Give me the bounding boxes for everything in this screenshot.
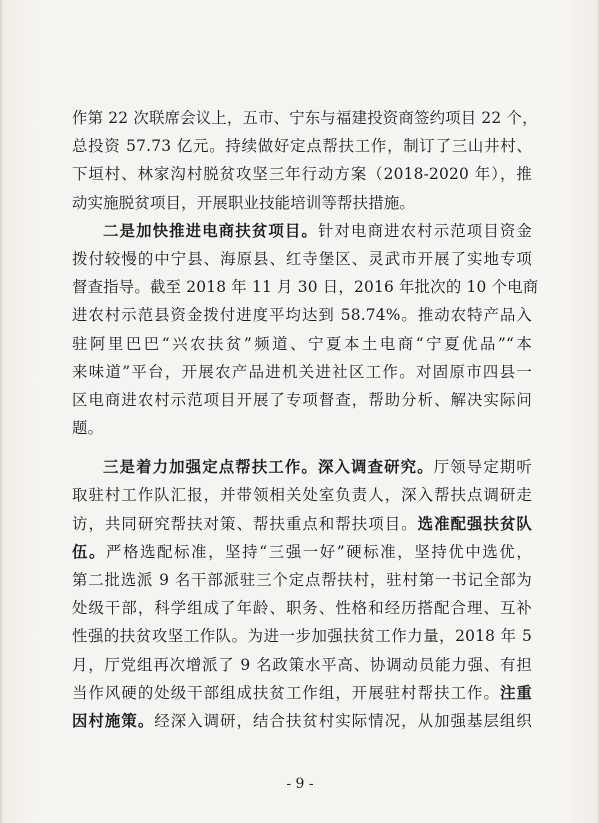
subheading: 伍。: [72, 542, 107, 561]
text-line: 月，厅党组再次增派了 9 名政策水平高、协调动员能力强、有担: [72, 655, 532, 674]
text-line: 下垣村、林家沟村脱贫攻坚三年行动方案（2018-2020 年），推: [72, 165, 532, 184]
text-line: 督查指导。截至 2018 年 11 月 30 日，2016 年批次的 10 个电商: [72, 278, 539, 297]
subheading: 因村施策。: [72, 711, 155, 730]
text-line: [72, 217, 532, 245]
text-line: 区电商进农村示范项目开展了专项督查，帮助分析、解决实际问: [72, 390, 532, 409]
text-line: 总投资 57.73 亿元。持续做好定点帮扶工作，制订了三山井村、: [72, 137, 532, 156]
text-line: 进农村示范县资金拨付进度平均达到 58.74%。推动农特产品入: [72, 306, 532, 325]
text-line: 取驻村工作队汇报，并带领相关处室负责人，深入帮扶点调研走: [72, 486, 532, 505]
text-span: 严格选配标准，坚持“三强一好”硬标准，坚持优中选优，: [106, 542, 533, 561]
text-line: 动实施脱贫项目，开展职业技能培训等帮扶措施。: [72, 193, 415, 212]
text-line: [72, 679, 532, 707]
paragraph-heading: 三是着力加强定点帮扶工作。深入调查研究。: [103, 458, 434, 477]
paragraph-heading: 二是加快推进电商扶贫项目。: [103, 221, 318, 240]
page-number: - 9 -: [286, 776, 314, 792]
text-line: 作第 22 次联席会议上，五市、宁东与福建投资商签约项目 22 个，: [72, 109, 538, 127]
body-text: [72, 104, 539, 735]
subheading: 注重: [499, 683, 533, 702]
text-span: 经深入调研，结合扶贫村实际情况，从加强基层组织: [154, 711, 532, 730]
text-span: 当作风硬的处级干部组成扶贫工作组，开展驻村帮扶工作。: [72, 683, 500, 702]
text-line: [72, 707, 532, 735]
text-line: 第二批选派 9 名干部派驻三个定点帮扶村，驻村第一书记全部为: [72, 571, 532, 589]
text-line: 拨付较慢的中宁县、海原县、红寺堡区、灵武市开展了实地专项: [72, 249, 532, 268]
text-line: [72, 510, 532, 538]
text-span: 厅领导定期听: [433, 458, 532, 477]
text-span: 访，共同研究帮扶对策、帮扶重点和帮扶项目。: [72, 514, 418, 533]
text-line: [72, 453, 532, 481]
scan-edge-left: [0, 0, 2, 823]
paragraph-gap: [72, 442, 532, 453]
text-line: 处级干部，科学组成了年龄、职务、性格和经历搭配合理、互补: [72, 599, 532, 618]
text-line: 驻阿里巴巴“兴农扶贫”频道、宁夏本土电商“宁夏优品”“本: [72, 334, 532, 353]
subheading: 选准配强扶贫队: [417, 514, 533, 533]
text-line: [72, 538, 532, 566]
text-span: 针对电商进农村示范项目资金: [317, 221, 532, 240]
text-line: 性强的扶贫攻坚工作队。为进一步加强扶贫工作力量，2018 年 5: [72, 627, 532, 646]
text-line: 题。: [72, 419, 104, 438]
text-line: 来味道”平台，开展农产品进机关进社区工作。对固原市四县一: [72, 362, 532, 381]
